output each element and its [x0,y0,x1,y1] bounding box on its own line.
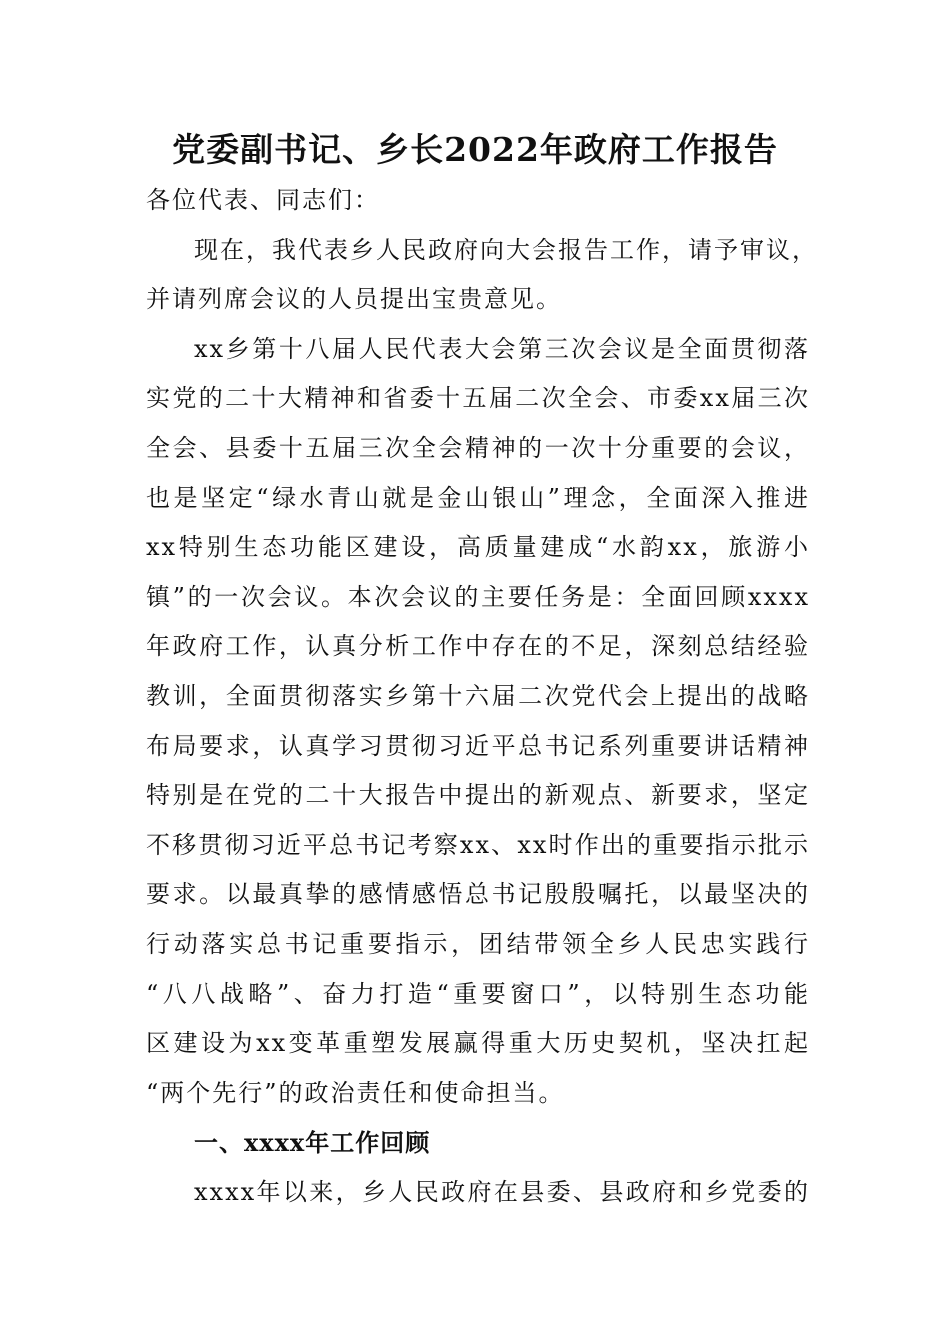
paragraph-line: 实党的二十大精神和省委十五届二次全会、市委xx届三次 [146,384,810,413]
paragraph-line: 区建设为xx变革重塑发展赢得重大历史契机，坚决扛起 [146,1029,810,1058]
paragraph-line: 特别是在党的二十大报告中提出的新观点、新要求，坚定 [146,781,810,810]
paragraph-line: 现在，我代表乡人民政府向大会报告工作，请予审议， [194,235,818,264]
salutation: 各位代表、同志们： [146,186,380,214]
paragraph-line: “八八战略”、奋力打造“重要窗口”，以特别生态功能 [146,979,810,1008]
paragraph-line: “两个先行”的政治责任和使命担当。 [146,1078,565,1107]
paragraph-line: 镇”的一次会议。本次会议的主要任务是：全面回顾xxxx [146,582,810,611]
section-heading: 一、xxxx年工作回顾 [194,1128,431,1158]
paragraph-line: 教训，全面贯彻落实乡第十六届二次党代会上提出的战略 [146,681,810,710]
paragraph-line: xx乡第十八届人民代表大会第三次会议是全面贯彻落 [194,334,810,363]
paragraph-line: 布局要求，认真学习贯彻习近平总书记系列重要讲话精神 [146,731,810,760]
paragraph-line: xxxx年以来，乡人民政府在县委、县政府和乡党委的 [194,1177,810,1206]
document-title: 党委副书记、乡长2022年政府工作报告 [172,130,778,169]
document-body [146,176,818,1217]
paragraph-line: 全会、县委十五届三次全会精神的一次十分重要的会议， [146,433,810,462]
paragraph-line: 行动落实总书记重要指示，团结带领全乡人民忠实践行 [146,929,810,958]
paragraph-line: xx特别生态功能区建设，高质量建成“水韵xx，旅游小 [146,533,810,562]
paragraph-line: 年政府工作，认真分析工作中存在的不足，深刻总结经验 [146,632,810,661]
paragraph-line: 不移贯彻习近平总书记考察xx、xx时作出的重要指示批示 [146,830,810,859]
paragraph-line: 要求。以最真挚的感情感悟总书记殷殷嘱托，以最坚决的 [146,880,810,909]
paragraph-line: 也是坚定“绿水青山就是金山银山”理念，全面深入推进 [146,483,810,512]
paragraph-line: 并请列席会议的人员提出宝贵意见。 [146,285,562,314]
